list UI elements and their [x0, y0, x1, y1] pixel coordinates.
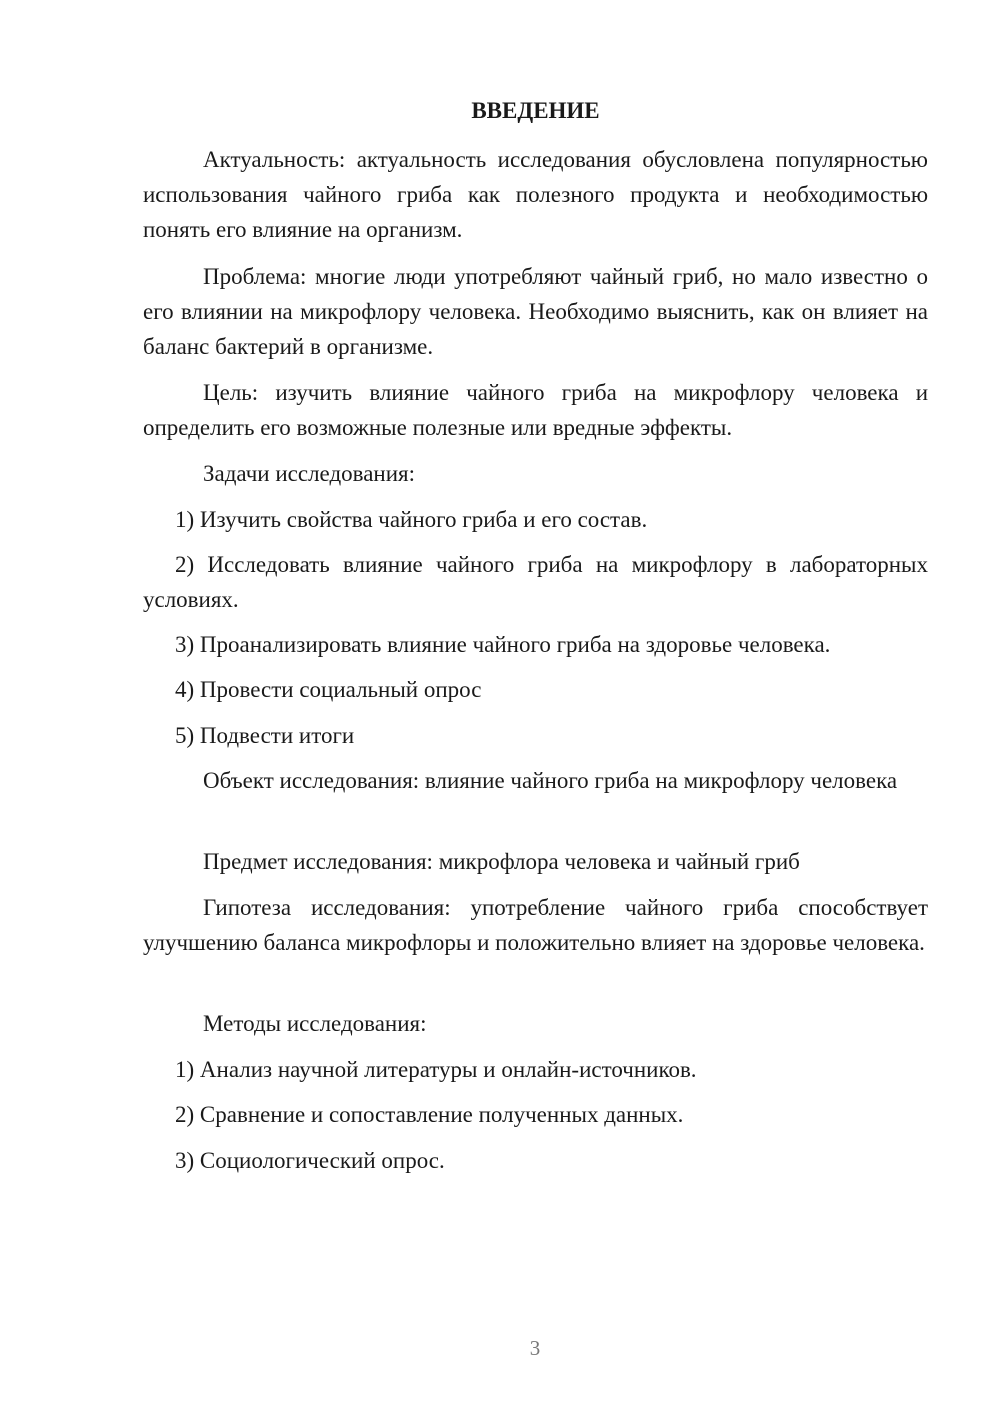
- method-item-2: 2) Сравнение и сопоставление полученных данных.: [175, 1102, 684, 1127]
- methods-heading: Методы исследования:: [203, 1011, 427, 1036]
- task-item-1: 1) Изучить свойства чайного гриба и его состав.: [175, 507, 648, 532]
- relevance-paragraph: Актуальность: актуальность исследования обусловлена популярностью использования чайного гриба как полезного продукта и необходимостью понять его влияние на организм.: [143, 147, 928, 242]
- goal-paragraph: Цель: изучить влияние чайного гриба на микрофлору человека и определить его возможные полезные или вредные эффекты.: [143, 380, 928, 440]
- task-item-5: 5) Подвести итоги: [175, 723, 355, 748]
- task-item-2: 2) Исследовать влияние чайного гриба на микрофлору в лабораторных условиях.: [143, 552, 928, 612]
- object-paragraph: Объект исследования: влияние чайного гриба на микрофлору человека: [203, 768, 898, 793]
- hypothesis-paragraph: Гипотеза исследования: употребление чайного гриба способствует улучшению баланса микрофлоры и положительно влияет на здоровье человека.: [143, 895, 928, 955]
- section-heading: ВВЕДЕНИЕ: [471, 98, 600, 123]
- method-item-1: 1) Анализ научной литературы и онлайн-источников.: [175, 1057, 697, 1082]
- subject-paragraph: Предмет исследования: микрофлора человека и чайный гриб: [203, 849, 800, 874]
- tasks-heading: Задачи исследования:: [203, 461, 416, 486]
- task-item-3: 3) Проанализировать влияние чайного гриба на здоровье человека.: [175, 632, 831, 657]
- task-item-4: 4) Провести социальный опрос: [175, 677, 482, 702]
- page-number: 3: [529, 1336, 541, 1360]
- method-item-3: 3) Социологический опрос.: [175, 1148, 445, 1173]
- problem-paragraph: Проблема: многие люди употребляют чайный гриб, но мало известно о его влиянии на микрофлору человека. Необходимо выяснить, как он влияет на баланс бактерий в организме.: [143, 264, 928, 359]
